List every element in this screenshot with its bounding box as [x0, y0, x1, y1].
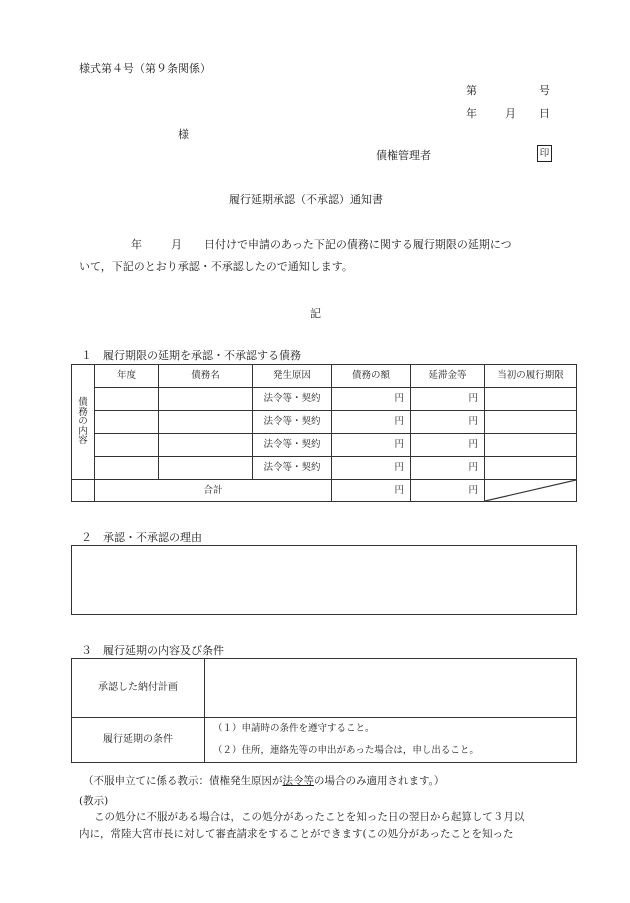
kyoji-label: (教示) [79, 795, 109, 807]
document-title: 履行延期承認（不承認）通知書 [229, 193, 383, 206]
debt-side-label: 債 務 の 内 容 [72, 365, 95, 480]
conditions-content [205, 718, 577, 763]
table-row [72, 411, 577, 434]
diagonal-line-icon [485, 480, 576, 501]
col-header-amount: 債務の額 [332, 365, 411, 388]
form-label: 様式第４号（第９条関係） [79, 62, 211, 75]
cell-original-deadline[interactable] [485, 411, 577, 434]
col-header-delay: 延滞金等 [411, 365, 485, 388]
underlined-term: 法令等 [282, 775, 314, 787]
cell-amount: 円 [332, 457, 411, 480]
plan-label: 承認した納付計画 [72, 659, 205, 718]
table-row [72, 388, 577, 411]
cell-year[interactable] [95, 388, 159, 411]
table-total-row [72, 480, 577, 502]
addressee-suffix: 様 [178, 128, 189, 141]
cell-amount: 円 [332, 434, 411, 457]
col-header-year: 年度 [95, 365, 159, 388]
appeal-paragraph-line1: この処分に不服がある場合は，この処分があったことを知った日の翌日から起算して３月以 [94, 811, 525, 823]
section2-heading: ２ 承認・不承認の理由 [81, 531, 202, 544]
cell-delay: 円 [411, 434, 485, 457]
debt-table [71, 364, 577, 502]
cell-delay: 円 [411, 457, 485, 480]
intro-month: 月 [171, 238, 182, 251]
conditions-label: 履行延期の条件 [72, 718, 205, 763]
cell-original-deadline[interactable] [485, 434, 577, 457]
reason-box[interactable] [71, 545, 577, 615]
total-deadline-diagonal [485, 480, 577, 502]
appeal-paragraph-line2: 内に，常陸大宮市長に対して審査請求をすることができます(この処分があったことを知った [79, 828, 514, 840]
total-amount: 円 [332, 480, 411, 502]
appeal-notice-line: （不服申立てに係る教示：債権発生原因が法令等の場合のみ適用されます。） [83, 775, 445, 787]
date-day: 日 [539, 107, 550, 120]
debt-table-header-row [72, 365, 577, 388]
cell-delay: 円 [411, 388, 485, 411]
ki-label: 記 [310, 307, 321, 320]
cell-original-deadline[interactable] [485, 388, 577, 411]
section1-heading: １ 履行期限の延期を承認・不承認する債務 [81, 349, 301, 362]
conditions-table [71, 658, 577, 763]
cell-cause: 法令等・契約 [253, 457, 332, 480]
number-suffix: 号 [539, 84, 550, 97]
intro-line2: いて，下記のとおり承認・不承認したので通知します。 [79, 260, 353, 273]
cell-year[interactable] [95, 434, 159, 457]
cell-debt-name[interactable] [159, 457, 253, 480]
sender-label: 債権管理者 [376, 149, 431, 162]
cell-year[interactable] [95, 457, 159, 480]
cell-cause: 法令等・契約 [253, 388, 332, 411]
seal-mark: 印 [537, 145, 552, 162]
condition-2: （２）住所，連絡先等の申出があった場合は，申し出ること。 [213, 745, 479, 756]
col-header-cause: 発生原因 [253, 365, 332, 388]
col-header-debt-name: 債務名 [159, 365, 253, 388]
table-row [72, 434, 577, 457]
cell-original-deadline[interactable] [485, 457, 577, 480]
number-prefix: 第 [466, 84, 477, 97]
intro-line1-rest: 日付けで申請のあった下記の債務に関する履行期限の延期につ [204, 238, 512, 251]
intro-year: 年 [131, 238, 142, 251]
total-delay: 円 [411, 480, 485, 502]
cell-debt-name[interactable] [159, 388, 253, 411]
cell-cause: 法令等・契約 [253, 434, 332, 457]
cell-debt-name[interactable] [159, 411, 253, 434]
cell-year[interactable] [95, 411, 159, 434]
total-label: 合計 [95, 480, 332, 502]
cell-amount: 円 [332, 388, 411, 411]
section3-heading: ３ 履行延期の内容及び条件 [81, 644, 224, 657]
col-header-original-deadline: 当初の履行期限 [485, 365, 577, 388]
table-row [72, 457, 577, 480]
condition-1: （１）申請時の条件を遵守すること。 [213, 723, 375, 734]
date-year: 年 [466, 107, 477, 120]
date-month: 月 [505, 107, 516, 120]
cell-cause: 法令等・契約 [253, 411, 332, 434]
cell-delay: 円 [411, 411, 485, 434]
plan-content[interactable] [205, 659, 577, 718]
cell-amount: 円 [332, 411, 411, 434]
cell-debt-name[interactable] [159, 434, 253, 457]
